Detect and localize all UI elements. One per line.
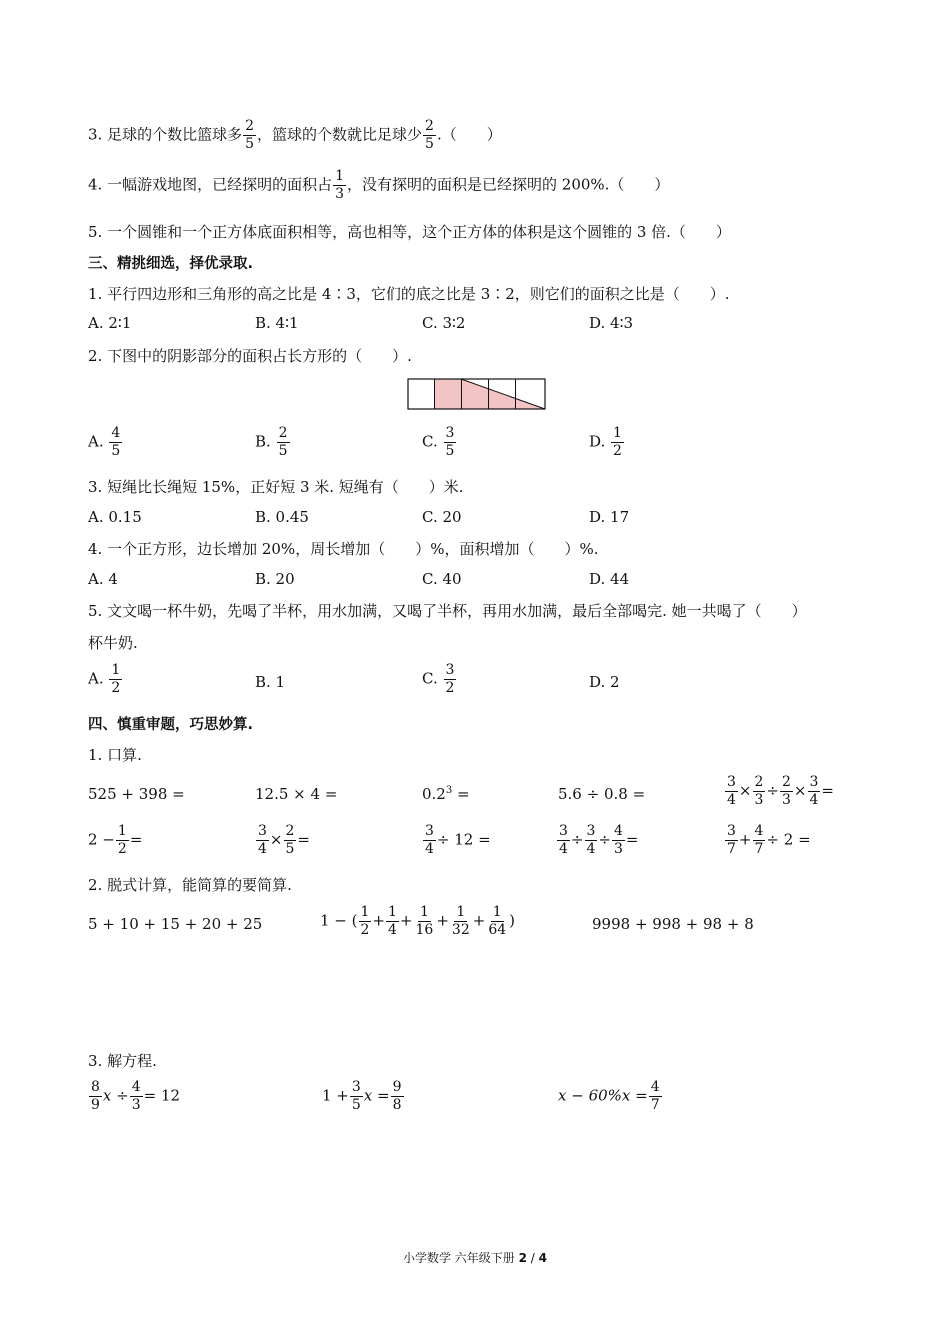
oral-calc-r1-c2: 12.5 × 4 = (255, 785, 338, 803)
denominator: 7 (727, 841, 736, 857)
numerator: 1 (456, 904, 466, 920)
judge-q3 (88, 118, 502, 153)
fraction (414, 904, 436, 939)
oral-calc-r1-c5 (724, 774, 834, 809)
numerator: 3 (258, 823, 267, 839)
numerator: 1 (335, 168, 345, 184)
s3-q5-option-d: D. 2 (589, 673, 620, 691)
fraction (130, 1079, 143, 1114)
s3-q1-option-b: B. 4∶1 (255, 314, 299, 332)
s3-q4-option-a: A. 4 (88, 570, 118, 588)
denominator: 3 (614, 841, 623, 857)
denominator: 5 (278, 443, 288, 459)
numerator: 3 (727, 823, 736, 839)
judge-q3-text-a: 3. 足球的个数比篮球多 (88, 125, 243, 144)
oral-calc-r2-c4 (556, 823, 639, 858)
stepwise-calc-2 (320, 904, 515, 939)
oral-calc-r2-c3 (422, 823, 491, 858)
s3-q2-option-a (88, 425, 123, 460)
numerator: 2 (754, 774, 764, 790)
denominator: 2 (445, 680, 455, 696)
judge-q4-text-b: ，没有探明的面积是已经探明的 200%.（ ） (347, 175, 670, 194)
judge-q4 (88, 168, 669, 203)
equation-1 (88, 1079, 180, 1114)
option-label: A. (88, 432, 104, 451)
section4-heading: 四、慎重审题，巧思妙算. (88, 717, 254, 733)
equation-2 (322, 1079, 405, 1114)
expr: 1 − ( (320, 911, 358, 930)
denominator: 5 (285, 841, 295, 857)
fraction (256, 823, 269, 858)
fraction (333, 168, 346, 203)
shaded-rectangle-figure (407, 378, 547, 410)
denominator: 5 (245, 136, 255, 152)
numerator: 1 (360, 904, 370, 920)
numerator: 3 (586, 823, 596, 839)
s3-q4-option-c: C. 40 (422, 570, 462, 588)
denominator: 4 (258, 841, 267, 857)
denominator: 4 (586, 841, 596, 857)
fraction (557, 823, 570, 858)
numerator: 2 (782, 774, 791, 790)
fraction (444, 425, 457, 460)
operator: + (399, 911, 413, 930)
fraction (780, 774, 793, 809)
stepwise-calc-1: 5 + 10 + 15 + 20 + 25 (88, 915, 263, 933)
operator: + (436, 911, 449, 930)
option-label: C. (422, 432, 438, 451)
oral-calc-r2-c2 (255, 823, 310, 858)
fraction (109, 425, 122, 460)
denominator: 16 (415, 922, 434, 938)
denominator: 4 (559, 841, 568, 857)
denominator: 8 (392, 1097, 402, 1113)
fraction (450, 904, 472, 939)
s3-q3-option-c: C. 20 (422, 508, 462, 526)
option-label: D. (589, 432, 606, 451)
oral-calc-r1-c1: 525 + 398 = (88, 785, 185, 803)
page-total: 4 (538, 1251, 548, 1265)
expr: x ÷ (102, 1086, 129, 1105)
fraction (611, 425, 624, 460)
s4-p3: 3. 解方程. (88, 1052, 157, 1070)
numerator: 3 (727, 774, 736, 790)
s3-q4-text: 4. 一个正方形，边长增加 20%，周长增加（ ）%，面积增加（ ）%. (88, 540, 599, 558)
numerator: 3 (809, 774, 819, 790)
numerator: 3 (445, 662, 455, 678)
base: 0.2 (422, 785, 446, 803)
fraction (350, 1079, 363, 1114)
denominator: 7 (754, 841, 764, 857)
numerator: 1 (492, 904, 502, 920)
expr: ) (509, 911, 515, 930)
s3-q3-option-a: A. 0.15 (88, 508, 142, 526)
denominator: 3 (754, 792, 764, 808)
fraction (423, 118, 436, 153)
shaded-square (434, 379, 461, 409)
s4-p1: 1. 口算. (88, 746, 142, 764)
denominator: 9 (91, 1097, 100, 1113)
fraction (89, 1079, 102, 1114)
fraction (116, 823, 129, 858)
exponent: 3 (445, 785, 453, 796)
denominator: 64 (488, 922, 507, 938)
oral-calc-r1-c4: 5.6 ÷ 0.8 = (558, 785, 646, 803)
equals: = (452, 785, 470, 803)
numerator: 2 (278, 425, 288, 441)
equation-3 (558, 1079, 663, 1114)
operator: + (372, 911, 385, 930)
page-number: 2 (518, 1251, 527, 1265)
expr: ÷ 12 = (436, 830, 491, 849)
fraction (277, 425, 290, 460)
denominator: 5 (111, 443, 121, 459)
denominator: 3 (782, 792, 791, 808)
numerator: 2 (245, 118, 255, 134)
numerator: 1 (388, 904, 397, 920)
s3-q2-text: 2. 下图中的阴影部分的面积占长方形的（ ）. (88, 347, 412, 365)
operator: × (269, 830, 283, 849)
page-footer (0, 1249, 950, 1266)
judge-q3-text-c: .（ ） (436, 125, 502, 144)
numerator: 2 (285, 823, 295, 839)
numerator: 3 (351, 1079, 361, 1095)
denominator: 2 (613, 443, 622, 459)
expr: ÷ 2 = (766, 830, 811, 849)
fraction (423, 823, 436, 858)
denominator: 4 (388, 922, 397, 938)
s3-q2-option-c (422, 425, 457, 460)
equals: = (821, 781, 834, 800)
denominator: 2 (360, 922, 370, 938)
numerator: 1 (613, 425, 622, 441)
s3-q2-option-b (255, 425, 291, 460)
equals: = (297, 830, 310, 849)
denominator: 7 (650, 1097, 660, 1113)
s3-q2-option-d (589, 425, 625, 460)
judge-q5: 5. 一个圆锥和一个正方体底面积相等，高也相等，这个正方体的体积是这个圆锥的 3 倍.（ ） (88, 223, 731, 241)
fraction (725, 823, 738, 858)
numerator: 9 (392, 1079, 402, 1095)
s3-q1-option-d: D. 4∶3 (589, 314, 634, 332)
fraction (243, 118, 256, 153)
operator: × (793, 781, 807, 800)
numerator: 3 (559, 823, 568, 839)
denominator: 5 (351, 1097, 361, 1113)
fraction (753, 774, 766, 809)
operator: ÷ (598, 830, 611, 849)
judge-q4-text-a: 4. 一幅游戏地图，已经探明的面积占 (88, 175, 333, 194)
expr: x = (363, 1086, 390, 1105)
stepwise-calc-3: 9998 + 998 + 98 + 8 (592, 915, 754, 933)
fraction (444, 662, 457, 697)
numerator: 1 (111, 662, 121, 678)
s3-q1-option-a: A. 2∶1 (88, 314, 132, 332)
fraction (612, 823, 625, 858)
s3-q5-text-line1: 5. 文文喝一杯牛奶，先喝了半杯，用水加满，又喝了半杯，再用水加满，最后全部喝完. 她一共喝了（ ） (88, 602, 807, 620)
operator: ÷ (766, 781, 779, 800)
s3-q3-option-d: D. 17 (589, 508, 630, 526)
option-label: C. (422, 669, 438, 688)
s3-q5-text-line2: 杯牛奶. (88, 634, 138, 652)
denominator: 2 (111, 680, 121, 696)
operator: + (472, 911, 486, 930)
s3-q1-option-c: C. 3∶2 (422, 314, 466, 332)
numerator: 8 (91, 1079, 100, 1095)
fraction (649, 1079, 662, 1114)
fraction (109, 662, 122, 697)
fraction (359, 904, 372, 939)
denominator: 3 (131, 1097, 141, 1113)
page-separator: / (526, 1251, 539, 1265)
fraction (808, 774, 821, 809)
s3-q3-text: 3. 短绳比长绳短 15%，正好短 3 米. 短绳有（ ）米. (88, 478, 464, 496)
fraction (725, 774, 738, 809)
footer-text: 小学数学 六年级下册 (402, 1251, 519, 1265)
denominator: 5 (445, 443, 455, 459)
numerator: 4 (650, 1079, 660, 1095)
s3-q5-option-b: B. 1 (255, 673, 286, 691)
operator: + (738, 830, 752, 849)
fraction (386, 904, 399, 939)
expr: 1 + (322, 1086, 349, 1105)
option-label: A. (88, 669, 104, 688)
fraction (284, 823, 297, 858)
numerator: 1 (419, 904, 429, 920)
denominator: 4 (727, 792, 736, 808)
numerator: 3 (445, 425, 455, 441)
operator: ÷ (570, 830, 584, 849)
numerator: 1 (117, 823, 127, 839)
expr: = 12 (143, 1086, 181, 1105)
s4-p2: 2. 脱式计算，能简算的要简算. (88, 876, 292, 894)
expr: x − 60%x = (558, 1086, 648, 1105)
numerator: 4 (614, 823, 623, 839)
oral-calc-r2-c5 (724, 823, 811, 858)
operator: × (738, 781, 752, 800)
s3-q4-option-d: D. 44 (589, 570, 630, 588)
numerator: 3 (425, 823, 434, 839)
numerator: 4 (754, 823, 764, 839)
denominator: 5 (425, 136, 434, 152)
s3-q1-text: 1. 平行四边形和三角形的高之比是 4∶3，它们的底之比是 3∶2，则它们的面积之比是（ ）. (88, 285, 730, 303)
denominator: 32 (451, 922, 470, 938)
denominator: 4 (809, 792, 819, 808)
numerator: 2 (425, 118, 434, 134)
section3-heading: 三、精挑细选，择优录取. (88, 256, 254, 272)
option-label: B. (255, 432, 271, 451)
equals: = (129, 830, 143, 849)
fraction (391, 1079, 404, 1114)
judge-q3-text-b: ，篮球的个数就比足球少 (257, 125, 423, 144)
s3-q4-option-b: B. 20 (255, 570, 295, 588)
numerator: 4 (131, 1079, 141, 1095)
denominator: 2 (117, 841, 127, 857)
denominator: 4 (425, 841, 434, 857)
expr: 2 − (88, 830, 115, 849)
oral-calc-r2-c1 (88, 823, 142, 858)
fraction (585, 823, 598, 858)
equals: = (625, 830, 639, 849)
s3-q5-option-c (422, 662, 457, 697)
numerator: 4 (111, 425, 121, 441)
fraction (486, 904, 508, 939)
fraction (753, 823, 766, 858)
oral-calc-r1-c3 (422, 785, 470, 803)
denominator: 3 (335, 186, 345, 202)
s3-q5-option-a (88, 662, 123, 697)
s3-q3-option-b: B. 0.45 (255, 508, 309, 526)
